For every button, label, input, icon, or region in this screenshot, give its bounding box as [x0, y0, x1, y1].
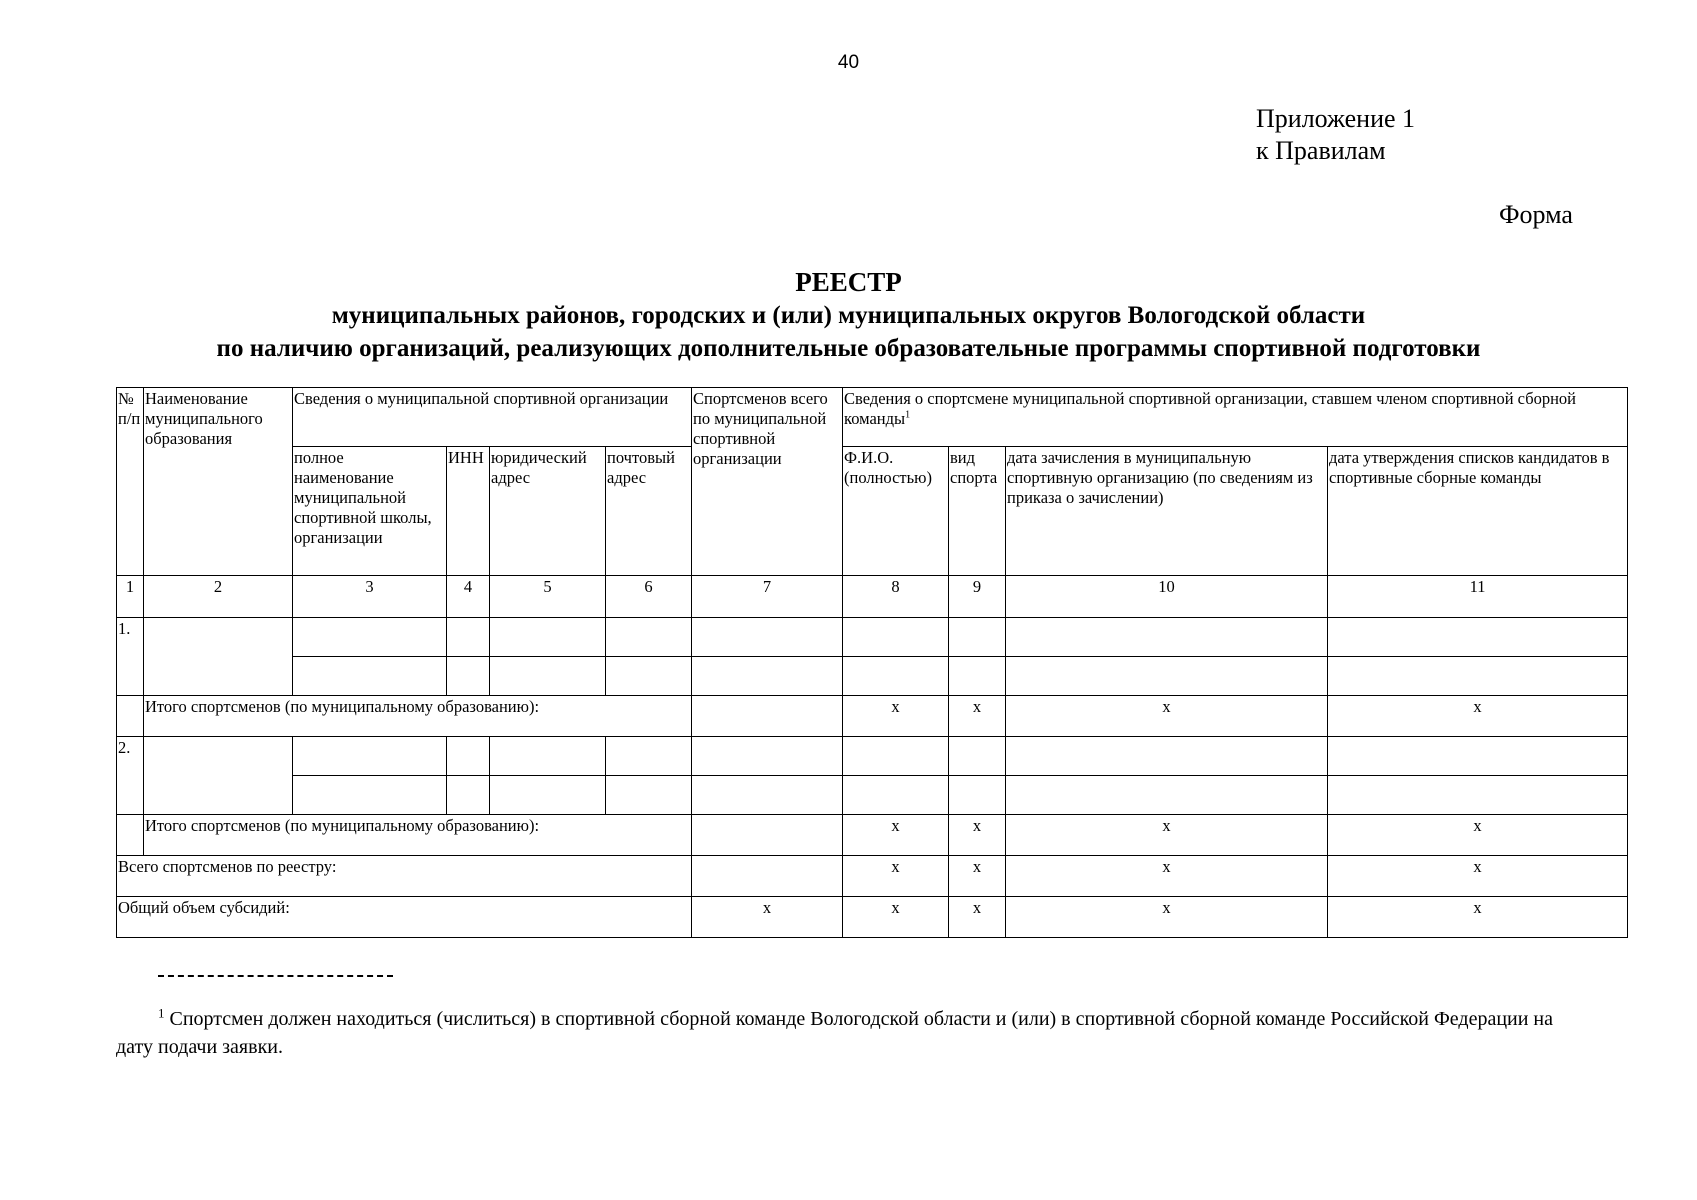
data-cell[interactable] — [949, 618, 1006, 657]
data-cell[interactable] — [490, 618, 606, 657]
x-mark: x — [843, 856, 949, 897]
data-cell[interactable] — [490, 776, 606, 815]
data-cell[interactable] — [606, 618, 692, 657]
table-row — [117, 737, 1628, 776]
column-number: 2 — [144, 576, 293, 618]
header-municipality: Наименование муниципального образования — [144, 388, 293, 576]
header-num: № п/п — [117, 388, 144, 576]
column-number: 9 — [949, 576, 1006, 618]
data-cell[interactable] — [1006, 618, 1328, 657]
column-number: 7 — [692, 576, 843, 618]
subtotal-row — [117, 815, 1628, 856]
data-cell[interactable] — [843, 657, 949, 696]
appendix-line-1: Приложение 1 — [1256, 104, 1416, 133]
data-cell[interactable] — [949, 776, 1006, 815]
data-cell[interactable] — [1328, 776, 1628, 815]
data-cell[interactable] — [949, 657, 1006, 696]
table-row — [117, 776, 1628, 815]
subtotal-label: Итого спортсменов (по муниципальному образованию): — [144, 815, 692, 856]
data-cell[interactable] — [1006, 657, 1328, 696]
row-number: 2. — [117, 737, 144, 815]
x-mark: x — [843, 696, 949, 737]
title-line-3: по наличию организаций, реализующих дополнительные образовательные программы спортивной подготовки — [216, 335, 1481, 362]
x-mark: x — [1006, 815, 1328, 856]
data-cell[interactable] — [692, 776, 843, 815]
column-number: 6 — [606, 576, 692, 618]
header-enrollment-date: дата зачисления в муниципальную спортивную организацию (по сведениям из приказа о зачислении) — [1006, 447, 1328, 576]
title-line-2: муниципальных районов, городских и (или) муниципальных округов Вологодской области — [331, 302, 1366, 329]
x-mark: x — [949, 897, 1006, 938]
x-mark: x — [843, 897, 949, 938]
footnote-ref-marker: 1 — [905, 409, 911, 421]
municipality-cell[interactable] — [144, 737, 293, 815]
subtotal-athletes-cell[interactable] — [692, 696, 843, 737]
data-cell[interactable] — [490, 657, 606, 696]
column-number: 4 — [447, 576, 490, 618]
table-row — [117, 618, 1628, 657]
data-cell[interactable] — [1328, 618, 1628, 657]
data-cell[interactable] — [843, 737, 949, 776]
data-cell[interactable] — [490, 737, 606, 776]
header-org-info: Сведения о муниципальной спортивной организации — [293, 388, 692, 447]
subtotal-athletes-cell[interactable] — [692, 815, 843, 856]
data-cell[interactable] — [843, 776, 949, 815]
data-cell[interactable] — [949, 737, 1006, 776]
footnote-text: Спортсмен должен находиться (числиться) в спортивной сборной команде Вологодской области и (или) в спортивной сборной команде Российской Федерации на дату подачи заявки. — [116, 1008, 1554, 1058]
data-cell[interactable] — [843, 618, 949, 657]
document-title — [0, 265, 1697, 365]
data-cell[interactable] — [606, 657, 692, 696]
x-mark: x — [1328, 815, 1628, 856]
data-cell[interactable] — [293, 776, 447, 815]
data-cell[interactable] — [293, 657, 447, 696]
x-mark: x — [1328, 696, 1628, 737]
header-sport: вид спорта — [949, 447, 1006, 576]
header-athlete-info — [843, 388, 1628, 447]
form-label: Форма — [1499, 200, 1573, 229]
column-number: 11 — [1328, 576, 1628, 618]
x-mark: x — [949, 815, 1006, 856]
data-cell[interactable] — [1328, 657, 1628, 696]
appendix-reference — [1256, 103, 1415, 167]
x-mark: x — [949, 696, 1006, 737]
x-mark: x — [949, 856, 1006, 897]
data-cell[interactable] — [692, 737, 843, 776]
title-main: РЕЕСТР — [795, 267, 902, 297]
column-number: 3 — [293, 576, 447, 618]
header-full-name-org: полное наименование муниципальной спортивной школы, организации — [293, 447, 447, 576]
data-cell[interactable] — [692, 657, 843, 696]
x-mark: x — [692, 897, 843, 938]
grand-total-athletes-cell[interactable] — [692, 856, 843, 897]
header-athletes-total: Спортсменов всего по муниципальной спортивной организации — [692, 388, 843, 576]
footnote-marker: 1 — [158, 1005, 165, 1021]
subtotal-row — [117, 696, 1628, 737]
data-cell[interactable] — [293, 737, 447, 776]
data-cell[interactable] — [1006, 737, 1328, 776]
data-cell[interactable] — [447, 737, 490, 776]
register-table — [116, 387, 1628, 938]
municipality-cell[interactable] — [144, 618, 293, 696]
header-row-2 — [117, 447, 1628, 576]
column-number-row — [117, 576, 1628, 618]
data-cell[interactable] — [1006, 776, 1328, 815]
header-fio: Ф.И.О. (полностью) — [843, 447, 949, 576]
row-number: 1. — [117, 618, 144, 696]
header-approval-date: дата утверждения списков кандидатов в спортивные сборные команды — [1328, 447, 1628, 576]
data-cell[interactable] — [293, 618, 447, 657]
header-athlete-info-text: Сведения о спортсмене муниципальной спортивной организации, ставшем членом спортивной сборной команды — [844, 389, 1577, 428]
column-number: 8 — [843, 576, 949, 618]
data-cell[interactable] — [1328, 737, 1628, 776]
data-cell[interactable] — [447, 776, 490, 815]
header-postal-address: почтовый адрес — [606, 447, 692, 576]
subsidy-row — [117, 897, 1628, 938]
empty-cell — [117, 815, 144, 856]
x-mark: x — [1006, 897, 1328, 938]
x-mark: x — [1006, 696, 1328, 737]
data-cell[interactable] — [447, 618, 490, 657]
grand-total-row — [117, 856, 1628, 897]
subtotal-label: Итого спортсменов (по муниципальному образованию): — [144, 696, 692, 737]
header-inn: ИНН — [447, 447, 490, 576]
subsidy-label: Общий объем субсидий: — [117, 897, 692, 938]
x-mark: x — [1328, 897, 1628, 938]
data-cell[interactable] — [606, 737, 692, 776]
appendix-line-2: к Правилам — [1256, 136, 1386, 165]
table-row — [117, 657, 1628, 696]
header-row-1 — [117, 388, 1628, 447]
data-cell[interactable] — [447, 657, 490, 696]
x-mark: x — [1328, 856, 1628, 897]
x-mark: x — [843, 815, 949, 856]
header-legal-address: юридический адрес — [490, 447, 606, 576]
grand-total-label: Всего спортсменов по реестру: — [117, 856, 692, 897]
page-number: 40 — [837, 52, 860, 73]
data-cell[interactable] — [692, 618, 843, 657]
data-cell[interactable] — [606, 776, 692, 815]
column-number: 5 — [490, 576, 606, 618]
empty-cell — [117, 696, 144, 737]
x-mark: x — [1006, 856, 1328, 897]
column-number: 10 — [1006, 576, 1328, 618]
column-number: 1 — [117, 576, 144, 618]
footnote — [116, 1005, 1586, 1061]
footnote-separator — [158, 975, 393, 977]
